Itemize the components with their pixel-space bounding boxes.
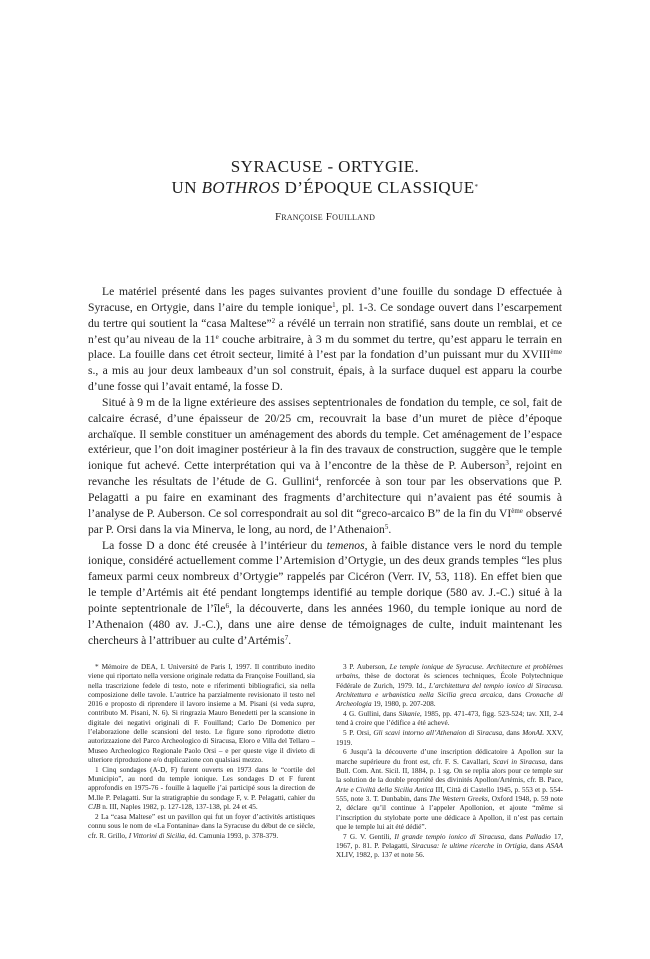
footnote-italic: Scavi in Siracusa bbox=[492, 757, 546, 766]
text-run: . bbox=[288, 633, 292, 647]
footnote-italic: Arte e Civiltà della Sicilia Antica bbox=[336, 785, 434, 794]
footnote-4 bbox=[336, 710, 563, 729]
footnote-ref-3[interactable]: 3 bbox=[505, 459, 509, 468]
footnote-text: , Oxford 1948, p. 59 note 2, déclare qu’il continue à l’appeler Apollonion, et ajoute “même si l’inscription du stylobate porte une dédicace à Apollon, il n’est pas certain que le temple lui ait été dédié”. bbox=[336, 794, 564, 831]
ordinal-suffix: ème bbox=[511, 506, 523, 515]
footnote-italic: Siracusa: le ultime ricerche in Ortigia bbox=[411, 842, 526, 851]
footnote-star bbox=[88, 663, 315, 765]
footnote-5 bbox=[336, 729, 563, 748]
title-italic-term: BOTHROS bbox=[201, 178, 280, 197]
footnote-italic: Le temple ionique de Syracuse. Architecture et problèmes urbains bbox=[336, 663, 564, 681]
footnote-text: , dans Bull. Com. Ant. Sicil. II, 1884, p. 1 sg. On se replia alors pour ce temple sur la solution de la double propriété des divinités Apollon/Artémis, cfr. B. Pace, bbox=[336, 757, 564, 785]
footnote-italic: Il grande tempio ionico di Siracusa bbox=[394, 832, 505, 841]
footnote-text: 17, 1967, p. 81. P. Pelagatti, bbox=[336, 832, 564, 851]
footnote-6 bbox=[336, 748, 563, 832]
text-run: , pl. 1-3. Ce sondage ouvert dans l’escarpement du tertre qui soutient la “casa Maltese” bbox=[88, 300, 563, 330]
paragraph-1 bbox=[88, 284, 562, 395]
footnote-italic: Sikanie bbox=[398, 710, 420, 719]
footnote-text: P. Orsi, bbox=[349, 729, 374, 738]
footnote-text: G. Gullini, dans bbox=[348, 710, 399, 719]
footnote-text: XXV, 1919. bbox=[336, 729, 563, 747]
text-run: , renforcée à son tour par les observations que P. Pelagatti a pu faire en examinant des fragments d’architecture qui n’avaient pas été soumis à l’analyse de P. Auberson. Ce sol correspondrait au sol dit “greco-arcaico B” de la fin du VI bbox=[88, 475, 562, 520]
footnote-ref-6[interactable]: 6 bbox=[225, 601, 229, 610]
title-text: UN bbox=[171, 178, 202, 197]
footnote-text: III, Città di Castello 1945, p. 553 et p. 554-555, note 3. T. Dunbabin, dans bbox=[336, 785, 563, 803]
text-run: Situé à 9 m de la ligne extérieure des assises septentrionales de fondation du temple, ce sol, fait de calcaire écrasé, d’une épaisseur de 20/25 cm, recouvrait la base d’un muret de pièce d’époque archaïque. Il semble constituer un aménagement des abords du temple. Cet aménagement de l’espace extérieur, que l’on doit imaginer postérieur à la fin des travaux de construction, suggère que le temple ionique fut achevé. Cette interprétation qui va à l’encontre de la thèse de P. Auberson bbox=[88, 395, 562, 473]
footnote-text: G. V. Gentili, bbox=[349, 832, 395, 841]
footnote-italic: I Vittorini di Sicilia bbox=[128, 831, 185, 840]
footnote-text: La “casa Maltese” est un pavillon qui fut un foyer d’activités artistiques connu sous le nom de «La Fontanina» dans la Syracuse du début de ce siècle, cfr. R. Grillo, bbox=[88, 812, 315, 840]
footnote-italic: L’architettura del tempio ionico di Siracusa. Architettura e urbanistica nella Sicilia greca arcaica bbox=[336, 681, 563, 699]
text-run: La fosse D a donc été creusée à l’intérieur du bbox=[102, 538, 327, 552]
footnote-text: , dans bbox=[525, 842, 547, 851]
article-title-line-1: SYRACUSE - ORTYGIE. bbox=[230, 157, 420, 176]
author-name: Françoise Fouilland bbox=[274, 211, 376, 223]
footnote-marker: 4 bbox=[343, 710, 349, 719]
title-footnote-mark: * bbox=[474, 183, 479, 191]
footnote-text: , dans bbox=[502, 690, 526, 699]
body-text bbox=[88, 284, 562, 648]
text-run: couche arbitraire, à 3 m du sommet du tertre, qu’est apparu le terrain en place. La fouille dans cet étroit secteur, limité à l’est par la fondation d’un puissant mur du XVIII bbox=[88, 332, 562, 362]
footnote-ref-5[interactable]: 5 bbox=[384, 522, 389, 531]
title-text: D’ÉPOQUE CLASSIQUE bbox=[279, 178, 475, 197]
footnote-italic: MonAL bbox=[522, 729, 544, 738]
text-run: , rejoint en revanche les résultats de l’étude de G. Gullini bbox=[88, 459, 562, 489]
footnote-italic: The Western Greeks bbox=[429, 794, 488, 803]
footnote-italic: supra bbox=[296, 700, 314, 709]
footnote-text: , dans bbox=[502, 729, 523, 738]
paragraph-3 bbox=[88, 538, 562, 649]
text-run: , la découverte, dans les années 1960, du temple ionique au nord de l’Athenaion (480 av. J.-C.), dans une aire dense de témoignages de culte, induit maintenant les chercheurs à l’attribuer au culte d’Artémis bbox=[88, 601, 562, 647]
footnote-text: n. III, Naples 1982, p. 127-128, 137-138, pl. 24 et 45. bbox=[100, 803, 258, 812]
footnote-ref-7[interactable]: 7 bbox=[284, 633, 289, 642]
italic-term: temenos bbox=[326, 538, 365, 552]
text-run: . bbox=[388, 522, 392, 536]
footnote-italic: Cronache di Archeologia bbox=[336, 690, 564, 709]
paragraph-2 bbox=[88, 395, 562, 538]
footnote-italic: Palladio bbox=[525, 832, 551, 841]
article-title-line-2 bbox=[88, 177, 562, 198]
footnote-marker: 1 bbox=[95, 765, 103, 774]
footnotes-column-right bbox=[336, 663, 563, 861]
footnote-marker: 5 bbox=[343, 729, 350, 738]
footnote-text: , 1985, pp. 471-473, figg. 523-524; tav. XII, 2-4 tend à croire que l’édifice a été achevé. bbox=[336, 710, 563, 728]
footnote-text: P. Auberson, bbox=[349, 663, 390, 671]
footnote-text: Mémoire de DEA, I. Université de Paris I, 1997. Il contributo inedito viene qui riportato nella versione originale redatta da Françoise Fouilland, sia nella trascrizione fedele di testo, note e riferimenti bibliografici, sia nella composizione delle tavole. L’autrice ha parzialmente revisionato il testo nel 2016 e proposto di riprendere il lavoro insieme a M. Pisani (si veda bbox=[88, 663, 315, 709]
text-run: s., a mis au jour deux lambeaux d’un sol construit, épais, à la surface duquel est apparu la courbe d’une fosse qui l’avait entamé, la fosse D. bbox=[88, 364, 562, 394]
text-run: a révélé un terrain non stratifié, sans doute un remblai, et ce n’est qu’au niveau de la 11 bbox=[88, 316, 562, 346]
footnote-text: XLIV, 1982, p. 137 et note 56. bbox=[336, 851, 425, 860]
footnote-ref-2[interactable]: 2 bbox=[271, 316, 276, 325]
footnote-text: , dans bbox=[504, 832, 526, 841]
ordinal-suffix: e bbox=[215, 332, 219, 341]
footnote-marker: 3 bbox=[343, 663, 350, 671]
title-block bbox=[88, 156, 562, 223]
footnote-marker: 7 bbox=[343, 832, 350, 841]
footnote-2 bbox=[88, 813, 315, 841]
footnote-italic: CJB bbox=[88, 803, 101, 812]
footnote-marker: 2 bbox=[95, 812, 101, 821]
footnote-italic: Gli scavi intorno all’Athenaion di Siracusa bbox=[373, 729, 503, 738]
footnote-text: 19, 1980, p. 207-208. bbox=[371, 700, 436, 709]
footnote-3 bbox=[336, 663, 563, 709]
text-run: , à faible distance vers le nord du temple ionique, considéré actuellement comme l’Artemision d’Ortygie, un des deux grands temples “les plus fameux parmi ceux nombreux d’Ortygie” rappelés par Cicéron (Verr. IV, 53, 118). En effet bien que le temple d’Artémis ait été pendant longtemps identifié au temple dorique (580 av. J.-C.) situé à la pointe septentrionale de l’île bbox=[88, 538, 563, 615]
footnote-text: Jusqu’à la découverte d’une inscription dédicatoire à Apollon sur la marche supérieure du front est, cfr. F. S. Cavallari, bbox=[336, 748, 563, 766]
ordinal-suffix: ème bbox=[550, 348, 562, 357]
text-run: Le matériel présenté dans les pages suivantes provient d’une fouille du sondage D effectuée à Syracuse, en Ortygie, dans l’aire du temple ionique bbox=[88, 285, 562, 314]
footnote-1 bbox=[88, 766, 315, 812]
footnote-text: , contributo M. Pisani, N. 6). Si ringrazia Mauro Benedetti per la scansione in digitale dei negativi originali di F. Fouilland; Carlo De Domenico per l’elaborazione delle scansioni del testo. Le figure sono riprodotte dietro autorizzazione del Parco Archeologico di Siracusa, Eloro e Villa del Tellaro – Museo Archeologico Regionale Paolo Orsi – e per queste vige il divieto di ulteriore riproduzione e/o duplicazione con qualsiasi mezzo. bbox=[88, 700, 315, 764]
footnote-7 bbox=[336, 833, 563, 861]
footnote-text: , éd. Camunia 1993, p. 378-379. bbox=[184, 831, 279, 840]
footnote-ref-4[interactable]: 4 bbox=[315, 475, 319, 484]
footnote-marker: * bbox=[95, 663, 102, 671]
footnote-text: Cinq sondages (A-D, F) furent ouverts en 1973 dans le “cortile del Municipio”, au nord du temple ionique. Les sondages D et F furent approfondis en 1975-76 - fouille à laquelle j’ai participé sous la direction de M.lle P. Pelagatti. Sur la stratigraphie du sondage F, v. P. Pelagatti, cahier du bbox=[88, 765, 315, 802]
footnote-italic: ASAA bbox=[546, 842, 563, 851]
text-run: observé par P. Orsi dans la via Minerva, le long, au nord, de l’Athenaion bbox=[88, 506, 562, 536]
footnote-ref-1[interactable]: 1 bbox=[332, 300, 336, 309]
footnote-text: , thèse de doctorat ès sciences techniques, École Polytechnique Fédérale de Zurich, 1979. Id., bbox=[336, 672, 563, 690]
footnote-marker: 6 bbox=[343, 748, 351, 757]
footnotes-column-left bbox=[88, 663, 315, 841]
